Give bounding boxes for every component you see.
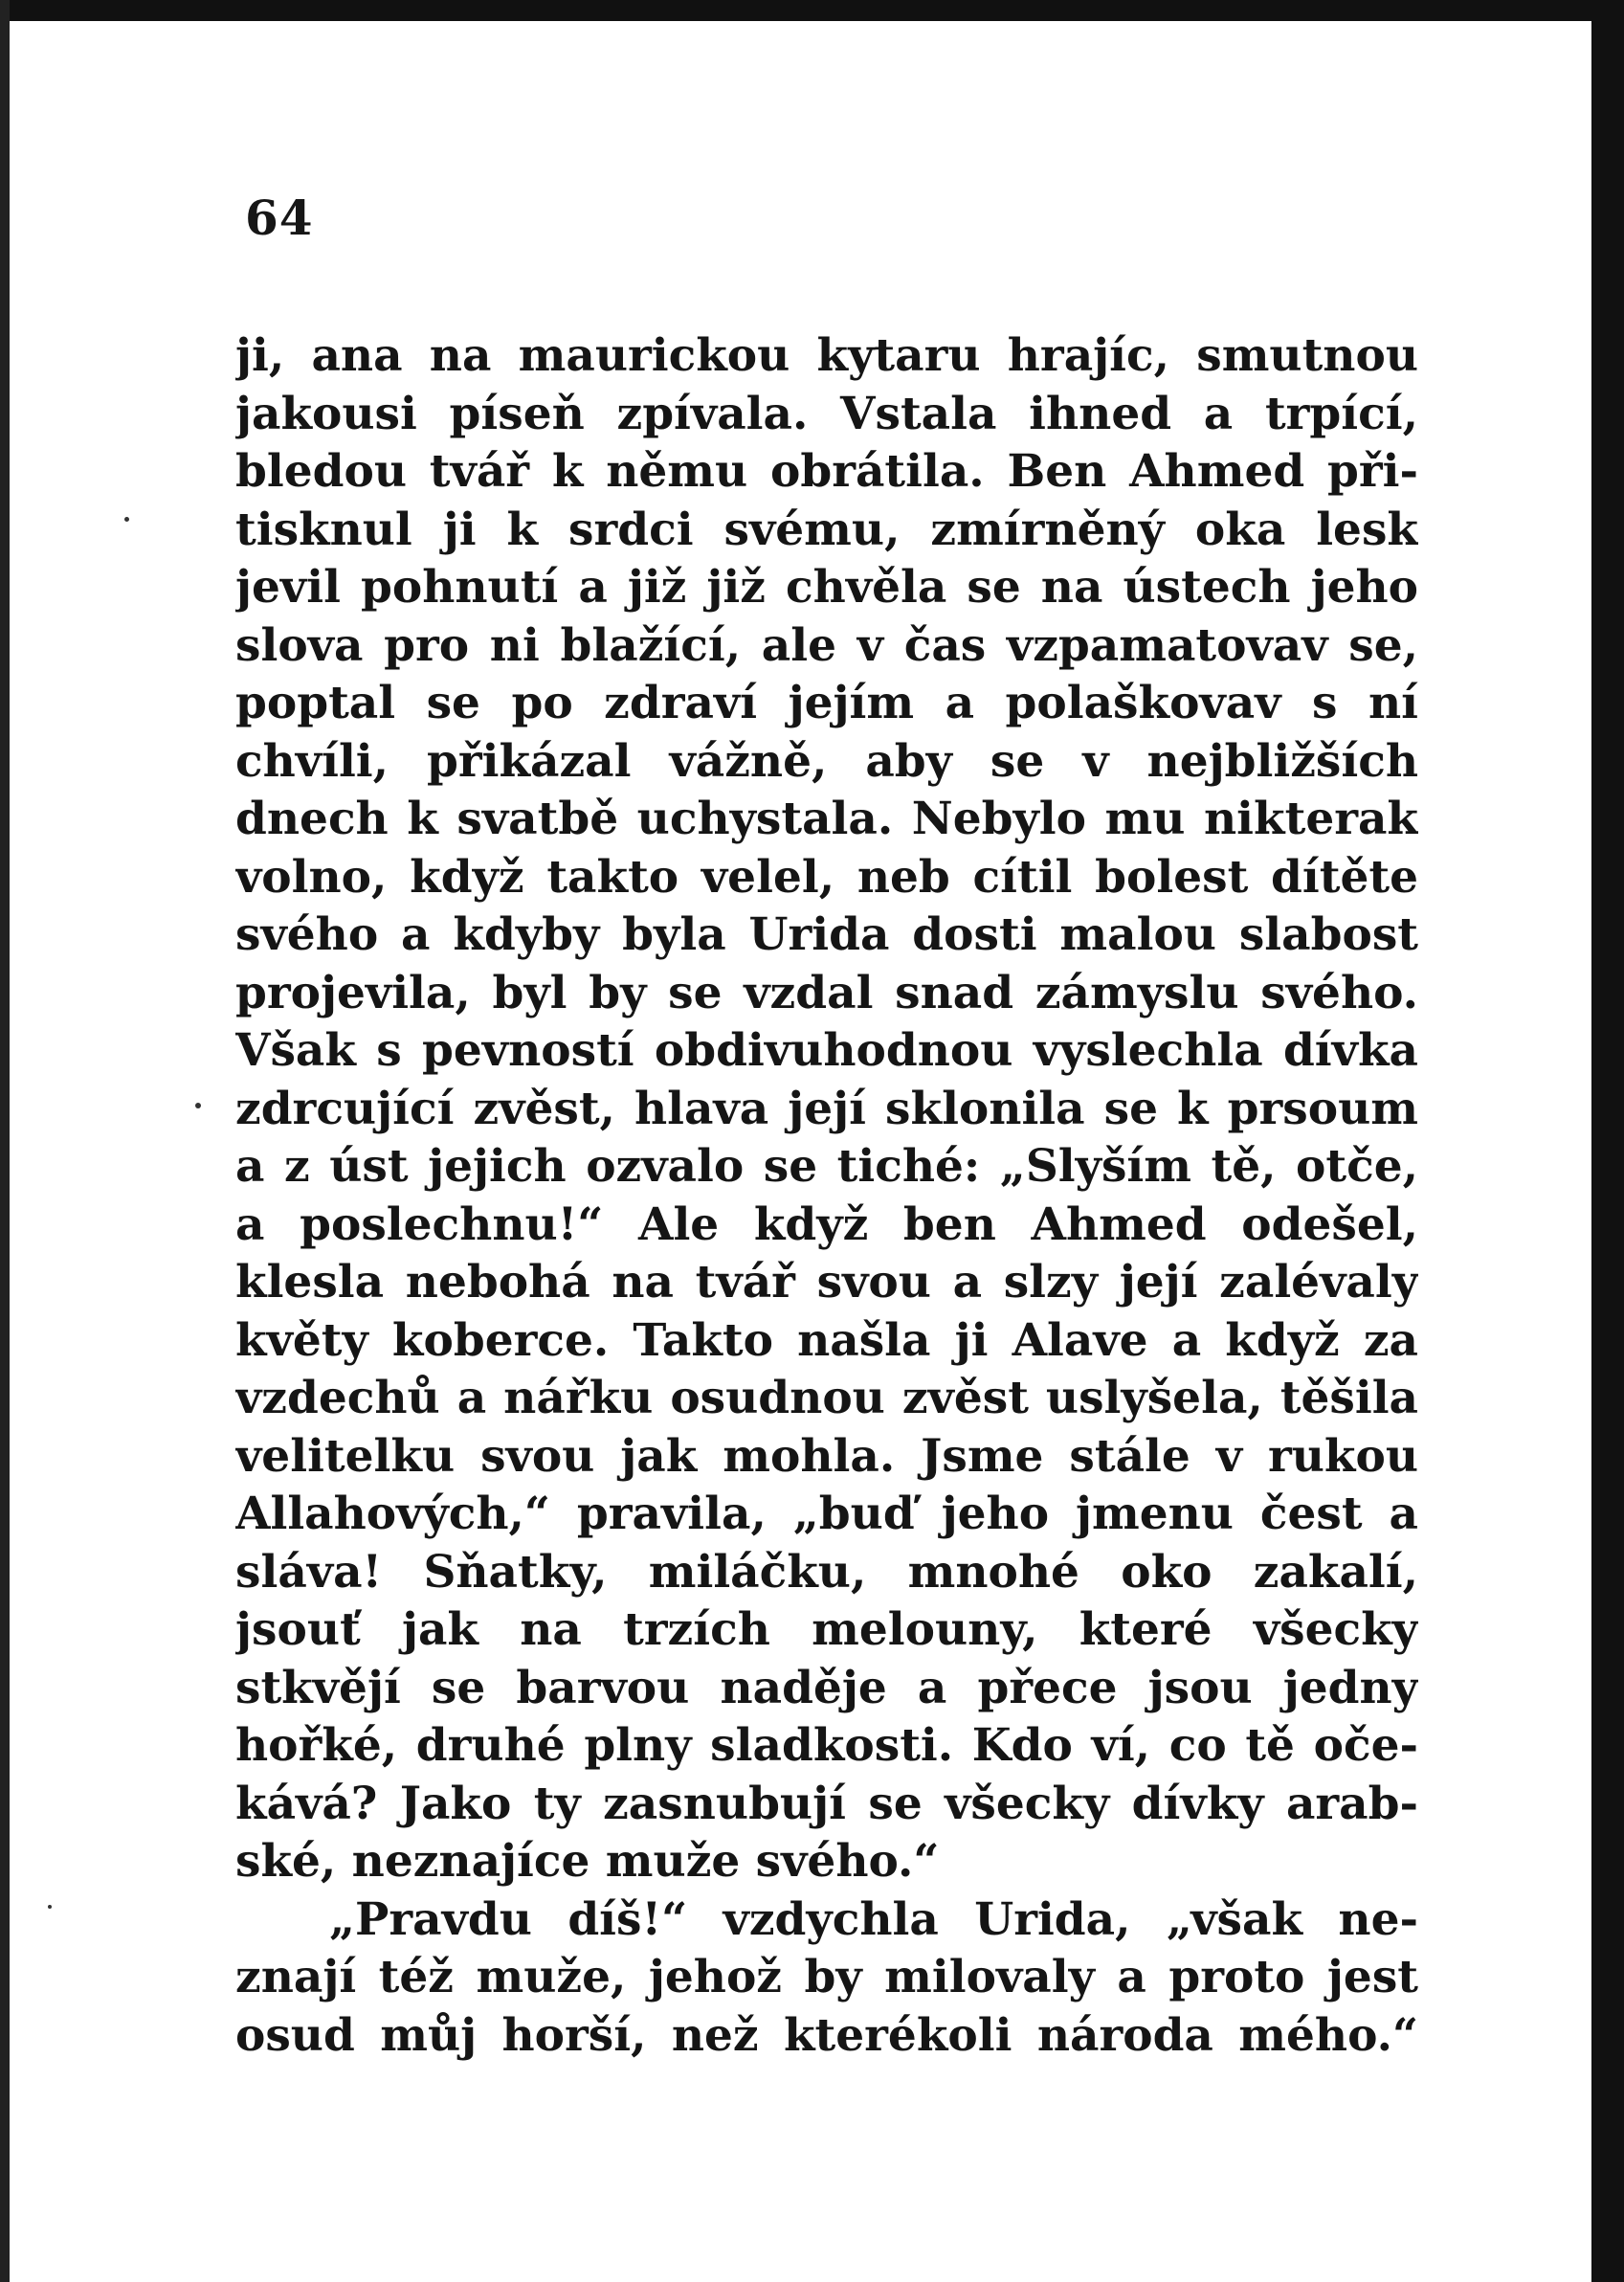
text-line: květy koberce. Takto našla ji Alave a když za bbox=[235, 1313, 1418, 1367]
text-line: ské, neznajíce muže svého.“ bbox=[235, 1835, 940, 1888]
text-line: velitelku svou jak mohla. Jsme stále v rukou bbox=[235, 1429, 1418, 1483]
text-line: Však s pevností obdivuhodnou vyslechla dívka bbox=[235, 1024, 1418, 1077]
text-line: vzdechů a nářku osudnou zvěst uslyšela, těšila bbox=[235, 1372, 1418, 1424]
text-line: Allahových,“ pravila, „buď jeho jmenu čest a bbox=[235, 1488, 1418, 1540]
text-line: tisknul ji k srdci svému, zmírněný oka lesk bbox=[235, 503, 1418, 556]
scan-edge-top bbox=[0, 0, 1624, 21]
text-line: dnech k svatbě uchystala. Nebylo mu nikterak bbox=[235, 793, 1418, 845]
text-line: jevil pohnutí a již již chvěla se na ústech jeho bbox=[235, 561, 1418, 614]
text-line: a z úst jejich ozvalo se tiché: „Slyším tě, otče, bbox=[235, 1140, 1418, 1193]
text-line: osud můj horší, než kterékoli národa mého.“ bbox=[235, 2008, 1418, 2062]
text-line: poptal se po zdraví jejím a polaškovav s ní bbox=[235, 677, 1418, 729]
page-number: 64 bbox=[245, 190, 314, 246]
text-line: slova pro ni blažící, ale v čas vzpamatovav se, bbox=[235, 618, 1418, 672]
text-line: svého a kdyby byla Urida dosti malou slabost bbox=[235, 908, 1418, 961]
text-line: jakousi píseň zpívala. Vstala ihned a trpící, bbox=[235, 387, 1418, 440]
text-line: a poslechnu!“ Ale když ben Ahmed odešel, bbox=[235, 1197, 1418, 1251]
scan-speck bbox=[195, 1103, 201, 1108]
scan-speck bbox=[124, 517, 129, 522]
text-line: bledou tvář k němu obrátila. Ben Ahmed při- bbox=[235, 445, 1418, 498]
text-line: chvíli, přikázal vážně, aby se v nejbližších bbox=[235, 734, 1418, 788]
text-line: ji, ana na maurickou kytaru hrajíc, smutnou bbox=[235, 329, 1418, 382]
text-line: „Pravdu díš!“ vzdychla Urida, „však ne- bbox=[329, 1892, 1418, 1946]
body-text bbox=[235, 327, 1418, 2065]
text-line: kává? Jako ty zasnubují se všecky dívky arab- bbox=[235, 1777, 1418, 1830]
text-line: volno, když takto velel, neb cítil bolest dítěte bbox=[235, 850, 1418, 904]
scan-edge-left bbox=[0, 0, 10, 2282]
scan-speck bbox=[48, 1905, 52, 1909]
text-line: stkvějí se barvou naděje a přece jsou jedny bbox=[235, 1661, 1418, 1714]
text-line: klesla nebohá na tvář svou a slzy její zalévaly bbox=[235, 1256, 1418, 1309]
text-line: jsouť jak na trzích melouny, které všecky bbox=[235, 1603, 1418, 1656]
scan-edge-right bbox=[1591, 0, 1624, 2282]
text-line: zdrcující zvěst, hlava její sklonila se k prsoum bbox=[235, 1082, 1418, 1135]
text-line: znají též muže, jehož by milovaly a proto jest bbox=[235, 1951, 1418, 2003]
text-line: projevila, byl by se vzdal snad zámyslu svého. bbox=[235, 966, 1418, 1019]
text-line: sláva! Sňatky, miláčku, mnohé oko zakalí, bbox=[235, 1545, 1418, 1599]
text-line: hořké, druhé plny sladkosti. Kdo ví, co tě oče- bbox=[235, 1719, 1418, 1772]
